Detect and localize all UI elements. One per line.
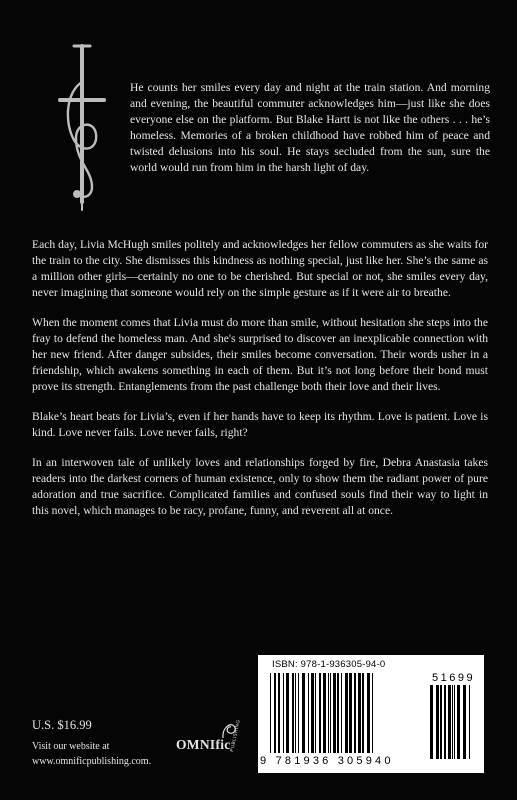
visit-label: Visit our website at bbox=[32, 741, 110, 752]
sword-treble-clef-logo bbox=[52, 42, 112, 212]
synopsis-paragraph-4: In an interwoven tale of unlikely loves and relationships forged by fire, Debra Anastasia takes readers into the darkest corners of human existence, only to show them the radiant power of pure adoration and true sacrifice. Complicated families and confused souls find their way to light in this novel, which manages to be racy, profane, funny, and reverent all at once. bbox=[32, 456, 488, 517]
synopsis bbox=[32, 237, 488, 533]
addon-digits: 51699 bbox=[432, 672, 476, 684]
synopsis-paragraph-2: When the moment comes that Livia must do more than smile, without hesitation she steps into the fray to defend the homeless man. And she's surprised to discover an inexplicable connection with her new friend. After danger subsides, their smiles become conversation. Their words usher in a friendship, which awakens something in each of them. But it’s not long before their bond must prove its strength. Entanglements from the past challenge both their love and their lives. bbox=[32, 316, 488, 393]
isbn-text: ISBN: 978-1-936305-94-0 bbox=[272, 659, 386, 670]
intro-paragraph: He counts her smiles every day and night at the train station. And morning and evening, the beautiful commuter acknowledges him—just like she does everyone else on the platform. But Blake Hartt is not like the others . . . he’s homeless. Memories of a broken childhood have robbed him of peace and twisted delusions into his soul. He stays secluded from the sun, sure the world would run from him in the harsh light of day. bbox=[130, 81, 490, 174]
synopsis-paragraph-3: Blake’s heart beats for Livia’s, even if her hands have to keep its rhythm. Love is patient. Love is kind. Love never fails. Love never fails, right? bbox=[32, 410, 488, 439]
ean-digits: 9 781936 305940 bbox=[260, 755, 394, 767]
synopsis-paragraph-1: Each day, Livia McHugh smiles politely and acknowledges her fellow commuters as she waits for the train to the city. She dismisses this kindness as nothing special, just like her. She’s the same as a million other girls—certainly no one to be cherished. But special or not, she smiles every day, never imagining that someone would rely on the simple gesture as if it were air to breathe. bbox=[32, 238, 488, 299]
publisher-tag: PUBLISHING bbox=[229, 719, 241, 753]
price: U.S. $16.99 bbox=[32, 718, 92, 732]
website-url[interactable]: www.omnificpublishing.com. bbox=[32, 756, 152, 767]
publisher-name: OMNIfic bbox=[176, 737, 231, 752]
barcode-panel bbox=[258, 655, 484, 773]
publisher-logo bbox=[176, 716, 244, 774]
